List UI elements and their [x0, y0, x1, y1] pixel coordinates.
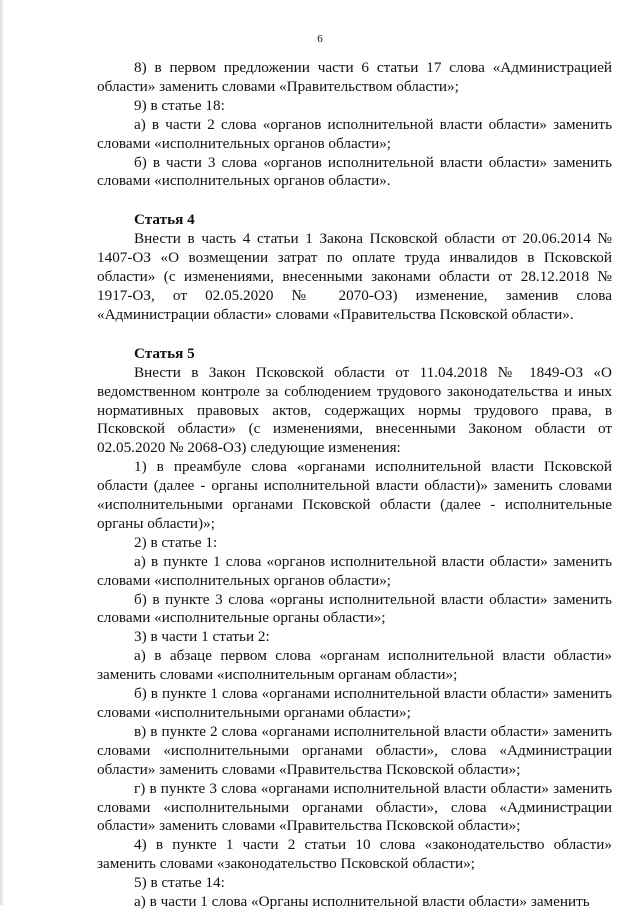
article-heading: Статья 4: [134, 211, 195, 229]
document-body: [97, 59, 612, 912]
paragraph: а) в части 2 слова «органов исполнительной власти области» заменить словами «исполнительных органов области»;: [97, 115, 612, 152]
paragraph: 3) в части 1 статьи 2:: [134, 628, 270, 646]
paragraph-gap: [97, 191, 612, 211]
article-heading: Статья 5: [134, 344, 195, 362]
paragraph: 2) в статье 1:: [134, 533, 218, 551]
paragraph: 4) в пункте 1 части 2 статьи 10 слова «законодательство области» заменить словами «законодательство Псковской области»;: [97, 836, 612, 873]
paragraph: Внести в часть 4 статьи 1 Закона Псковской области от 20.06.2014 № 1407-ОЗ «О возмещении затрат по оплате труда инвалидов в Псковской области» (с изменениями, внесенными законами области от 28.12.2018 № 1917-ОЗ, от 02.05.2020 № 2070-ОЗ) изменение, заменив слова «Администрации области» словами «Правительства Псковской области».: [97, 230, 612, 323]
paragraph: б) в пункте 3 слова «органы исполнительной власти области» заменить словами «исполнительные органы области»;: [97, 590, 612, 627]
paragraph: г) в пункте 3 слова «органами исполнительной власти области» заменить словами «исполнительными органами области», слова «Администрации области» заменить словами «Правительства Псковской области»;: [97, 779, 612, 835]
scan-edge: [0, 0, 4, 905]
paragraph: в) в пункте 2 слова «органами исполнительной власти области» заменить словами «исполнительными органами области», слова «Администрации области» заменить словами «Правительства Псковской области»;: [97, 722, 612, 778]
page-number: 6: [317, 33, 323, 45]
paragraph: 5) в статье 14:: [134, 874, 225, 892]
paragraph: Внести в Закон Псковской области от 11.04.2018 № 1849-ОЗ «О ведомственном контроле за соблюдением трудового законодательства и иных нормативных правовых актов, содержащих нормы трудового права, в Псковской области» (с изменениями, внесенными Законом области от 02.05.2020 № 2068-ОЗ) следующие изменения:: [97, 363, 612, 457]
paragraph: а) в пункте 1 слова «органов исполнительной власти области» заменить словами «исполнительных органов области»;: [97, 552, 612, 589]
paragraph-gap: [97, 325, 612, 345]
paragraph: 9) в статье 18:: [134, 96, 225, 114]
paragraph: б) в части 3 слова «органов исполнительной власти области» заменить словами «исполнительных органов области».: [97, 153, 612, 190]
paragraph: 8) в первом предложении части 6 статьи 17 слова «Администрацией области» заменить словами «Правительством области»;: [97, 59, 612, 95]
paragraph: а) в абзаце первом слова «органам исполнительной власти области» заменить словами «исполнительным органам области»;: [97, 647, 612, 684]
paragraph: 1) в преамбуле слова «органами исполнительной власти Псковской области (далее - органы исполнительной власти области)» заменить словами «исполнительными органами Псковской области (далее - исполнительные органы области)»;: [97, 458, 612, 532]
paragraph: а) в части 1 слова «Органы исполнительной власти области» заменить: [134, 893, 590, 911]
paragraph: б) в пункте 1 слова «органами исполнительной власти области» заменить словами «исполнительными органами области»;: [97, 685, 612, 721]
